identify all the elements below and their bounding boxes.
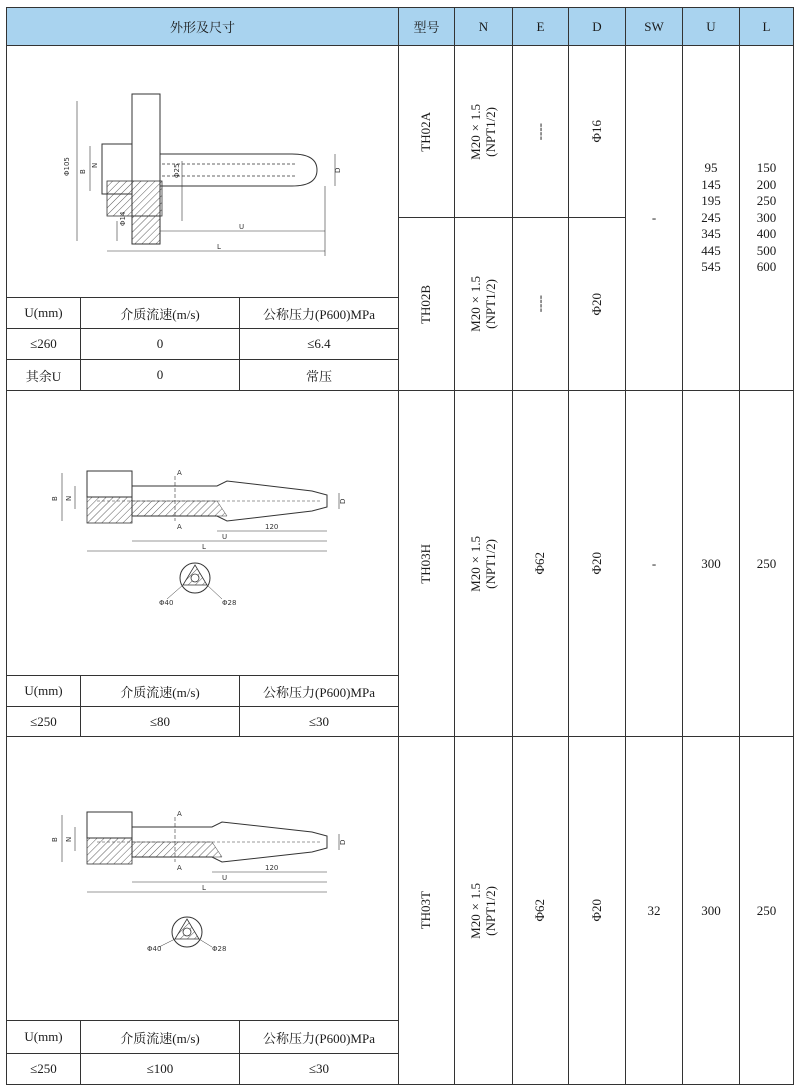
- s3-row1-velocity: ≤100: [81, 1054, 240, 1084]
- sw-s2: -: [626, 391, 683, 737]
- label-n: N: [65, 836, 73, 842]
- l-value: 500: [756, 242, 777, 258]
- sw-s1: -: [626, 46, 683, 391]
- u-s2: 300: [683, 391, 740, 737]
- model-th03t-label: TH03T: [418, 891, 434, 930]
- s3-row1-pressure: ≤30: [240, 1054, 399, 1084]
- e-th03t: [513, 737, 569, 1084]
- header-model: 型号: [399, 8, 455, 46]
- s1-row1-pressure: ≤6.4: [240, 329, 399, 360]
- n-th03h-line2: (NPT1/2): [482, 538, 498, 589]
- e-th03t-label: Φ62: [532, 899, 548, 922]
- header-e: E: [513, 8, 569, 46]
- label-l: L: [202, 884, 206, 892]
- d-th03t-label: Φ20: [588, 899, 604, 922]
- u-value: 195: [701, 193, 721, 209]
- u-value: 95: [704, 160, 718, 176]
- header-shape: 外形及尺寸: [7, 8, 399, 46]
- s3-subhdr-pressure: 公称压力(P600)MPa: [240, 1021, 399, 1054]
- l-value: 150: [756, 160, 777, 176]
- u-value: 345: [701, 226, 721, 242]
- u-s1: [683, 46, 740, 391]
- label-n: N: [65, 495, 73, 501]
- l-s2: 250: [740, 391, 793, 737]
- label-u: U: [222, 533, 228, 541]
- label-phi28: Φ28: [222, 599, 237, 607]
- s1-row1-velocity: 0: [81, 329, 240, 360]
- label-a-bottom: A: [177, 523, 182, 531]
- u-value: 145: [701, 176, 721, 192]
- label-d: D: [334, 167, 342, 173]
- u-value: 445: [701, 242, 721, 258]
- n-th03h-line1: M20×1.5: [468, 535, 484, 592]
- model-th02b-label: TH02B: [418, 284, 434, 324]
- s2-subhdr-velocity: 介质流速(m/s): [81, 676, 240, 707]
- e-th02b-label: ----: [532, 295, 548, 313]
- u-value: 545: [701, 259, 721, 275]
- n-th03t: [455, 737, 513, 1084]
- s2-subhdr-pressure: 公称压力(P600)MPa: [240, 676, 399, 707]
- drawing-th03h: [7, 391, 399, 676]
- d-th03t: [569, 737, 626, 1084]
- s1-subhdr-u: U(mm): [7, 298, 81, 329]
- s1-row2-velocity: 0: [81, 360, 240, 391]
- label-l: L: [202, 543, 206, 551]
- thermowell-tapered-drawing: [7, 737, 399, 1021]
- n-th03t-line2: (NPT1/2): [482, 885, 498, 936]
- label-u: U: [239, 223, 245, 231]
- l-s3: 250: [756, 902, 777, 918]
- s1-row2-u: 其余U: [7, 360, 81, 391]
- label-120: 120: [265, 523, 279, 531]
- label-d: D: [339, 839, 347, 845]
- header-n: N: [455, 8, 513, 46]
- n-th02b-line1: M20×1.5: [468, 276, 484, 332]
- header-sw: SW: [626, 8, 683, 46]
- e-th03h-label: Φ62: [532, 552, 548, 575]
- label-b: B: [51, 496, 59, 501]
- label-b: B: [79, 169, 87, 174]
- label-a-top: A: [177, 810, 182, 818]
- header-l: L: [740, 8, 793, 46]
- e-th02a: [513, 46, 569, 218]
- label-d: D: [339, 498, 347, 504]
- e-th02a-label: ----: [532, 122, 548, 141]
- l-value: 300: [756, 209, 777, 225]
- model-th02a: [399, 46, 455, 218]
- n-th02a-line2: (NPT1/2): [482, 106, 498, 157]
- n-th02b: [455, 218, 513, 391]
- label-phi25: Φ25: [173, 163, 181, 178]
- label-phi105: Φ105: [63, 157, 71, 176]
- label-a-top: A: [177, 469, 182, 477]
- header-u: U: [683, 8, 740, 46]
- l-value: 200: [756, 176, 777, 192]
- label-phi14: Φ14: [119, 211, 127, 226]
- s2-subhdr-u: U(mm): [7, 676, 81, 707]
- s1-row2-pressure: 常压: [240, 360, 399, 391]
- model-th03h: [399, 391, 455, 737]
- e-th03h: [513, 391, 569, 737]
- n-th03h: [455, 391, 513, 737]
- d-th03h-label: Φ20: [588, 552, 604, 575]
- l-value: 600: [756, 259, 777, 275]
- spec-table: [6, 7, 794, 1085]
- u-value: 245: [701, 209, 721, 225]
- l-value: 400: [756, 226, 777, 242]
- model-th02a-label: TH02A: [418, 111, 434, 152]
- model-th03t: [399, 737, 455, 1084]
- n-th02a: [455, 46, 513, 218]
- d-th02b: [569, 218, 626, 391]
- s1-row1-u: ≤260: [7, 329, 81, 360]
- e-th02b: [513, 218, 569, 391]
- u-s1-list: [701, 160, 721, 276]
- d-th02a: [569, 46, 626, 218]
- s3-subhdr-u: U(mm): [7, 1021, 81, 1054]
- s2-row1-u: ≤250: [7, 707, 81, 737]
- s1-subhdr-pressure: 公称压力(P600)MPa: [240, 298, 399, 329]
- s2-row1-velocity: ≤80: [81, 707, 240, 737]
- header-d: D: [569, 8, 626, 46]
- label-120: 120: [265, 864, 279, 872]
- label-phi40: Φ40: [147, 945, 162, 953]
- label-u: U: [222, 874, 228, 882]
- label-phi40: Φ40: [159, 599, 174, 607]
- s3-row1-u: ≤250: [7, 1054, 81, 1084]
- label-a-bottom: A: [177, 864, 182, 872]
- thermowell-flange-drawing: [7, 46, 399, 298]
- label-phi28: Φ28: [212, 945, 227, 953]
- n-th03t-line1: M20×1.5: [468, 882, 484, 939]
- drawing-th02: [7, 46, 399, 298]
- sw-s3: 32: [626, 737, 683, 1084]
- n-th02b-line2: (NPT1/2): [482, 279, 498, 329]
- label-l: L: [217, 243, 221, 251]
- d-th03h: [569, 391, 626, 737]
- s1-subhdr-velocity: 介质流速(m/s): [81, 298, 240, 329]
- model-th03h-label: TH03H: [418, 543, 434, 584]
- model-th02b: [399, 218, 455, 391]
- l-s1: [740, 46, 793, 391]
- d-th02b-label: Φ20: [588, 292, 604, 316]
- label-n: N: [91, 162, 99, 168]
- l-s1-list: [757, 160, 777, 276]
- d-th02a-label: Φ16: [588, 120, 604, 143]
- n-th02a-line1: M20×1.5: [468, 103, 484, 160]
- l-value: 250: [756, 193, 777, 209]
- s3-subhdr-velocity: 介质流速(m/s): [81, 1021, 240, 1054]
- thermowell-tapered-drawing: [7, 391, 399, 676]
- drawing-th03t: [7, 737, 399, 1021]
- u-s3: 300: [683, 737, 740, 1084]
- label-b: B: [51, 837, 59, 842]
- s2-row1-pressure: ≤30: [240, 707, 399, 737]
